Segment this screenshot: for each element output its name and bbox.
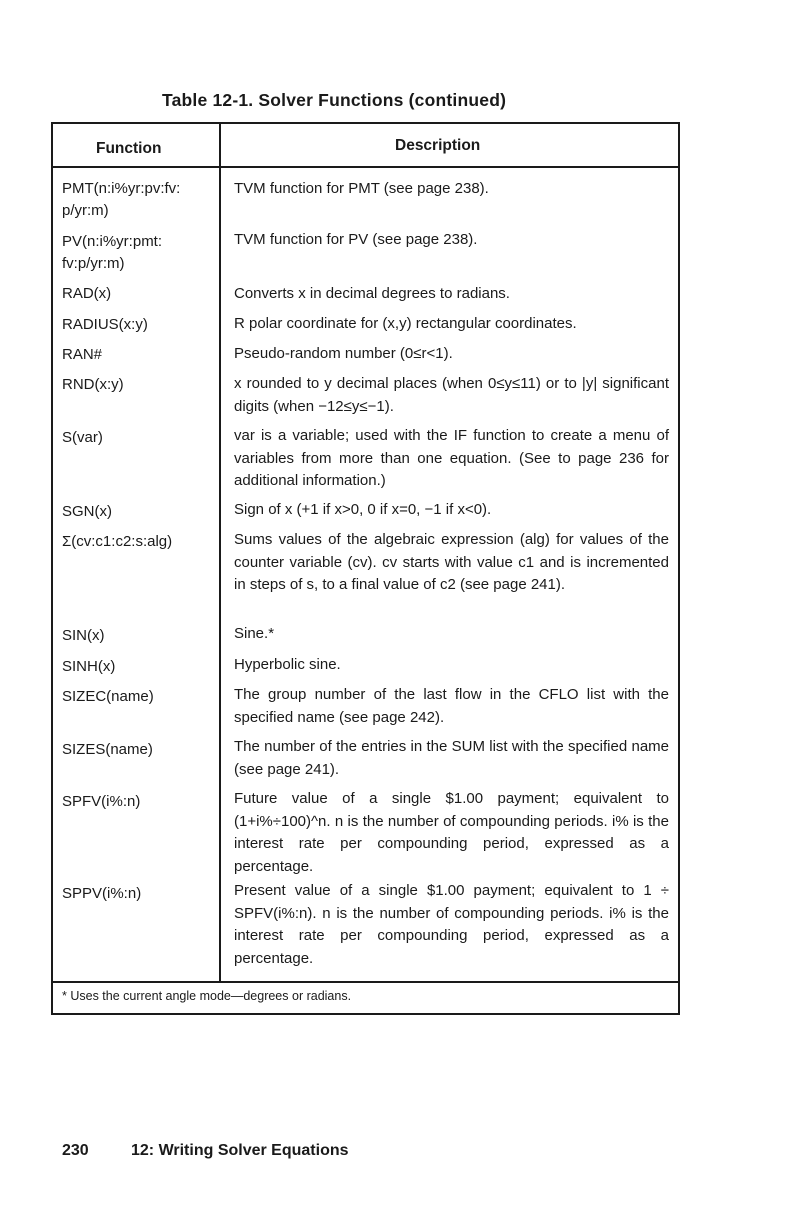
function-description: var is a variable; used with the IF function to create a menu of variables from more than one equation. (See to page 236 for additional information.)	[234, 427, 669, 489]
function-description: Future value of a single $1.00 payment; equivalent to (1+i%÷100)^n. n is the number of compounding periods. i% is the interest rate per compounding period, expressed as a percentage.	[234, 790, 669, 875]
function-name: SIZEC(name)	[62, 688, 154, 705]
function-description: Sums values of the algebraic expression (alg) for values of the counter variable (cv). cv starts with value c1 and is incremented in steps of s, to a final value of c2 (see page 241).	[234, 531, 669, 593]
function-name: SGN(x)	[62, 503, 112, 520]
header-divider	[51, 166, 680, 168]
page-number: 230	[62, 1142, 89, 1159]
function-description: Present value of a single $1.00 payment; equivalent to 1 ÷ SPFV(i%:n). n is the number of compounding periods. i% is the interest rate per compounding period, expressed as a percentage.	[234, 882, 669, 967]
function-name-line1: PMT(n:i%yr:pv:fv:	[62, 180, 181, 197]
function-description: Hyperbolic sine.	[234, 656, 341, 673]
table-title: Table 12-1. Solver Functions (continued)	[162, 90, 507, 110]
function-name	[62, 231, 222, 275]
function-description: Sign of x (+1 if x>0, 0 if x=0, −1 if x<0).	[234, 501, 492, 518]
function-description: R polar coordinate for (x,y) rectangular coordinates.	[234, 315, 577, 332]
function-name: SIZES(name)	[62, 741, 153, 758]
header-function: Function	[96, 140, 162, 157]
function-name: SINH(x)	[62, 658, 116, 675]
function-description: Sine.*	[234, 625, 275, 642]
function-description: The group number of the last flow in the CFLO list with the specified name (see page 242).	[234, 686, 669, 726]
header-description: Description	[395, 137, 481, 154]
function-name: S(var)	[62, 429, 103, 446]
function-description: Converts x in decimal degrees to radians.	[234, 285, 510, 302]
function-name: SPFV(i%:n)	[62, 793, 141, 810]
function-description: The number of the entries in the SUM list with the specified name (see page 241).	[234, 738, 669, 778]
chapter-footer: 12: Writing Solver Equations	[131, 1142, 349, 1159]
function-description: TVM function for PV (see page 238).	[234, 231, 478, 248]
function-name-line1: PV(n:i%yr:pmt:	[62, 233, 163, 250]
function-name-line2: fv:p/yr:m)	[62, 255, 125, 272]
function-name: SIN(x)	[62, 627, 105, 644]
footnote-divider	[51, 981, 680, 983]
table-footnote: * Uses the current angle mode—degrees or radians.	[62, 989, 352, 1003]
function-name: RAN#	[62, 346, 103, 363]
function-description: x rounded to y decimal places (when 0≤y≤11) or to |y| significant digits (when −12≤y≤−1).	[234, 375, 669, 415]
function-name: Σ(cv:c1:c2:s:alg)	[62, 533, 173, 550]
function-name: SPPV(i%:n)	[62, 885, 142, 902]
function-name: RAD(x)	[62, 285, 112, 302]
function-description: Pseudo-random number (0≤r<1).	[234, 345, 453, 362]
function-name: RADIUS(x:y)	[62, 316, 148, 333]
function-name: RND(x:y)	[62, 376, 124, 393]
function-name-line2: p/yr:m)	[62, 202, 109, 219]
function-name	[62, 178, 222, 222]
function-description: TVM function for PMT (see page 238).	[234, 180, 489, 197]
